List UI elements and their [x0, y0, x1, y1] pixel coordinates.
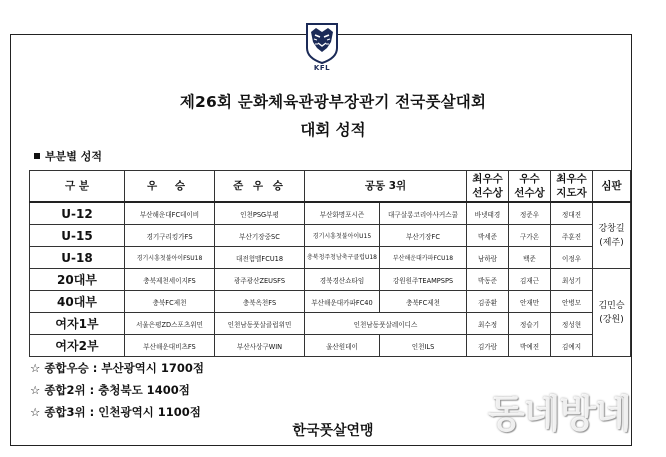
third-cell: 경북경산쇼타임 [305, 269, 380, 291]
division-cell: U-18 [30, 247, 125, 269]
mvp-cell: 바넷태경 [467, 202, 509, 225]
division-cell: 여자1부 [30, 313, 125, 335]
logo-text: KFL [313, 64, 331, 72]
third-cell: 강원원주TEAMPSPS [380, 269, 467, 291]
coach-cell: 안병모 [551, 291, 593, 313]
third-cell: 대구살롱코리아사커스쿨 [380, 202, 467, 225]
coach-cell: 이정우 [551, 247, 593, 269]
division-cell: U-15 [30, 225, 125, 247]
mvp-cell: 박세준 [467, 225, 509, 247]
page-subtitle: 대회 성적 [300, 121, 366, 139]
table-row [30, 225, 631, 247]
header-coach: 최우수 지도자 [551, 171, 593, 203]
excellent-cell: 박예진 [509, 335, 551, 357]
excellent-cell: 정슬기 [509, 313, 551, 335]
third-cell: 인천ILS [380, 335, 467, 357]
third-cell: 부산기장FC [380, 225, 467, 247]
runner-up-cell: 부산사상구WIN [215, 335, 305, 357]
third-cell: 충북청주청남축구클럽U18 [305, 247, 380, 269]
kfl-logo [303, 22, 341, 76]
runner-up-cell: 충북옥천FS [215, 291, 305, 313]
winner-cell: 부산해운대비츠FS [125, 335, 215, 357]
excellent-cell: 김재근 [509, 269, 551, 291]
mvp-cell: 박동준 [467, 269, 509, 291]
runner-up-cell: 부산기장중SC [215, 225, 305, 247]
summary-line: ☆ 종합우승 : 부산광역시 1700점 [30, 361, 205, 375]
third-cell: 경기시흥첫불아이U15 [305, 225, 380, 247]
third-cell: 울산원데이 [305, 335, 380, 357]
excellent-cell: 정준우 [509, 202, 551, 225]
mvp-cell: 김종환 [467, 291, 509, 313]
header-division: 구 분 [30, 171, 125, 203]
division-cell: U-12 [30, 202, 125, 225]
winner-cell: 충북FC제천 [125, 291, 215, 313]
table-row [30, 269, 631, 291]
header-referee: 심판 [593, 171, 631, 203]
division-cell: 40대부 [30, 291, 125, 313]
winner-cell: 서울은평ZD스포츠위민 [125, 313, 215, 335]
excellent-cell: 백준 [509, 247, 551, 269]
results-table [29, 170, 631, 357]
runner-up-cell: 인천PSG부평 [215, 202, 305, 225]
tiger-emblem-icon [303, 22, 341, 64]
section-heading [34, 148, 102, 164]
third-cell: 부산화명포시즌 [305, 202, 380, 225]
page-title: 제26회 문화체육관광부장관기 전국풋살대회 [179, 93, 487, 111]
section-label: 부분별 성적 [45, 150, 102, 163]
runner-up-cell: 대전험멜FCU18 [215, 247, 305, 269]
coach-cell: 정대진 [551, 202, 593, 225]
mvp-cell: 남하람 [467, 247, 509, 269]
mvp-cell: 최수정 [467, 313, 509, 335]
table-header-row [30, 171, 631, 203]
runner-up-cell: 광주광산ZEUSFS [215, 269, 305, 291]
referee-cell: 김민승 (강원) [593, 269, 631, 357]
division-cell: 여자2부 [30, 335, 125, 357]
table-row [30, 313, 631, 335]
referee-cell: 강창길 (제주) [593, 202, 631, 269]
square-bullet-icon [34, 153, 40, 159]
header-joint-third: 공동 3위 [305, 171, 467, 203]
third-cell: 충북FC제천 [380, 291, 467, 313]
excellent-cell: 안재만 [509, 291, 551, 313]
table-row [30, 335, 631, 357]
winner-cell: 충북제천세이지FS [125, 269, 215, 291]
coach-cell: 최성기 [551, 269, 593, 291]
header-winner: 우 승 [125, 171, 215, 203]
runner-up-cell: 인천남동풋살클럽위민 [215, 313, 305, 335]
summary-line: ☆ 종합2위 : 충청북도 1400점 [30, 383, 190, 397]
table-row [30, 202, 631, 225]
header-excellent: 우수 선수상 [509, 171, 551, 203]
header-mvp: 최우수 선수상 [467, 171, 509, 203]
excellent-cell: 구가온 [509, 225, 551, 247]
summary-line: ☆ 종합3위 : 인천광역시 1100점 [30, 405, 201, 419]
division-cell: 20대부 [30, 269, 125, 291]
third-cell: 부산해운대카파FC40 [305, 291, 380, 313]
organization-footer: 한국풋살연맹 [292, 423, 374, 439]
table-row [30, 247, 631, 269]
header-runner-up: 준 우 승 [215, 171, 305, 203]
mvp-cell: 김가람 [467, 335, 509, 357]
winner-cell: 부산해운대FC데이비 [125, 202, 215, 225]
coach-cell: 김예지 [551, 335, 593, 357]
table-row [30, 291, 631, 313]
coach-cell: 정성현 [551, 313, 593, 335]
third-cell: 부산해운대카파FCU18 [380, 247, 467, 269]
coach-cell: 주훈진 [551, 225, 593, 247]
winner-cell: 경기구리킹가FS [125, 225, 215, 247]
third-cell: 인천남동풋살레이디스 [305, 313, 467, 335]
winner-cell: 경기시흥첫불아이FSU18 [125, 247, 215, 269]
watermark: 동네방네 [488, 392, 631, 436]
